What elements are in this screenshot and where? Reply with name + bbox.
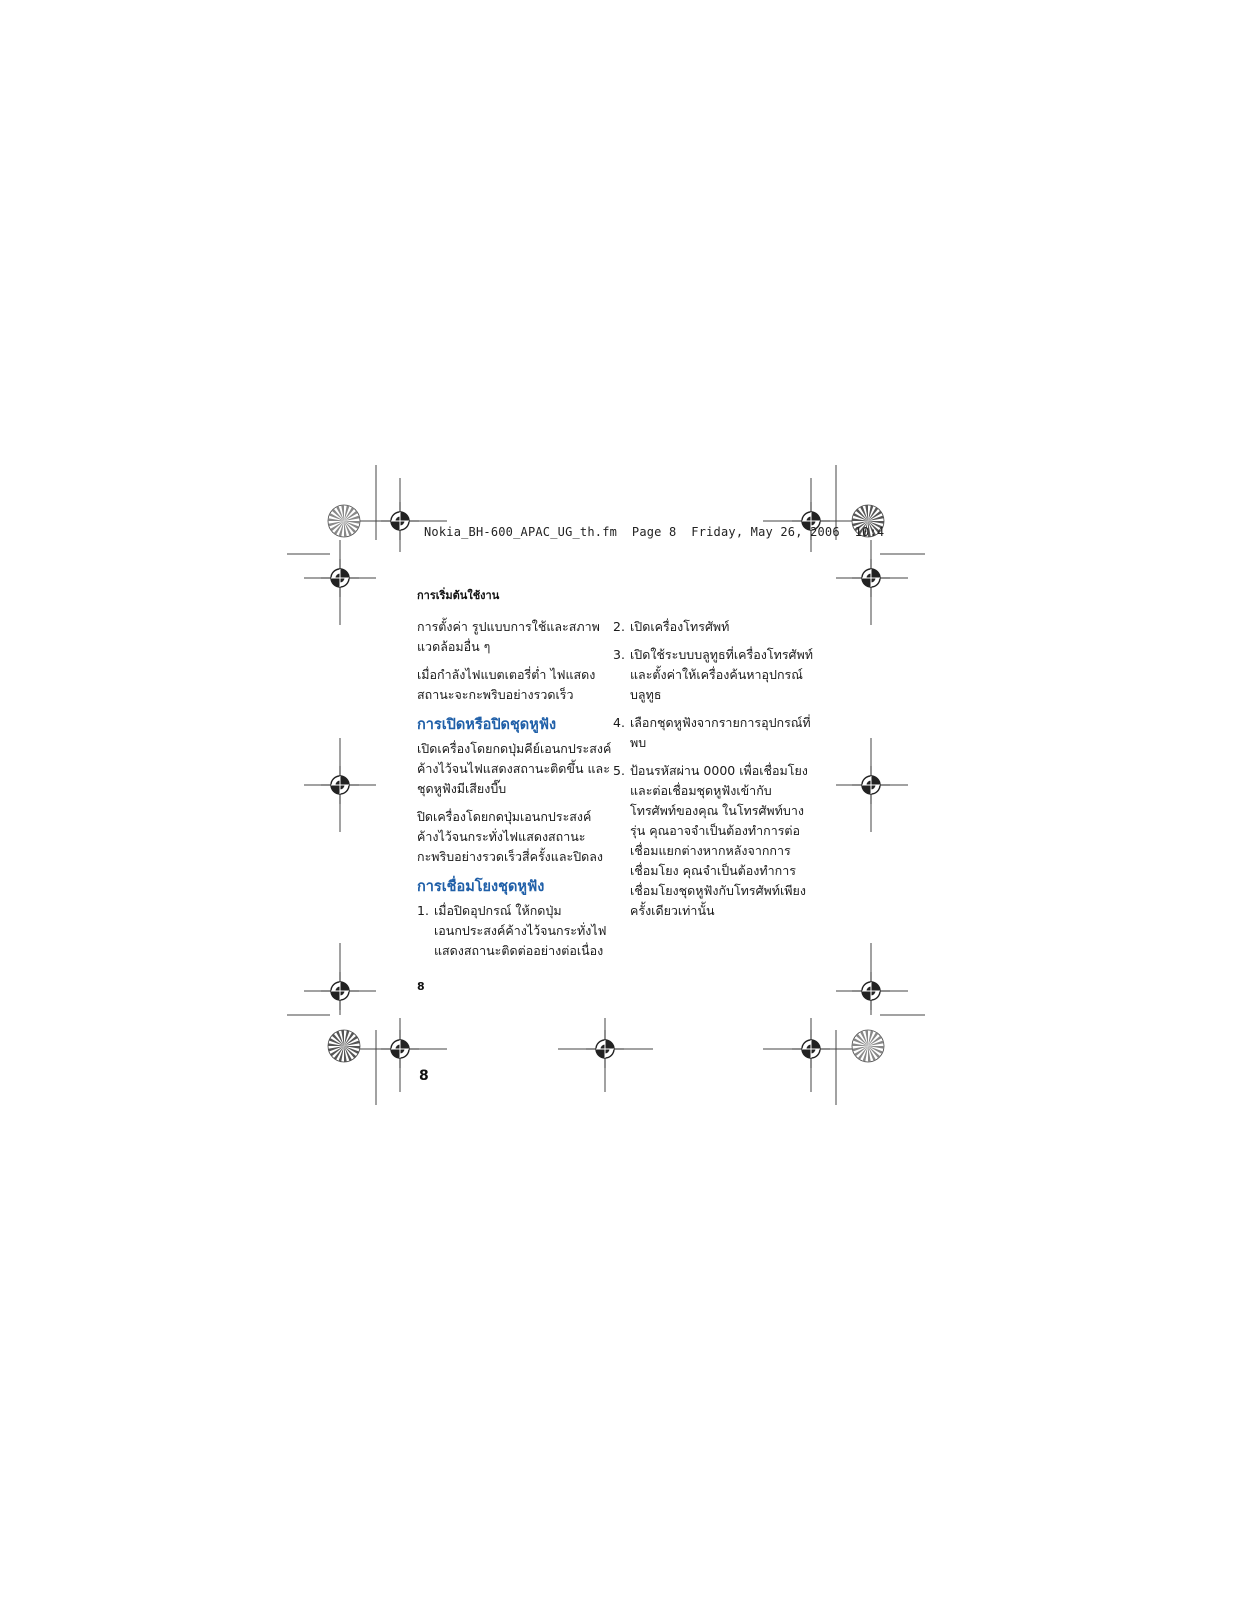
power-off-paragraph: ปิดเครื่องโดยกดปุ่มเอนกประสงค์ค้างไว้จนกระทั่งไฟแสดงสถานะกะพริบอย่างรวดเร็วสี่ครั้งและปิดลง xyxy=(417,809,604,864)
starburst-mark xyxy=(328,505,360,537)
battery-paragraph: เมื่อกำลังไฟแบตเตอรี่ต่ำ ไฟแสดงสถานะจะกะพริบอย่างรวดเร็ว xyxy=(417,667,596,702)
step-number: 3. xyxy=(613,647,625,662)
left-column xyxy=(417,617,612,969)
list-item xyxy=(613,645,813,705)
list-item xyxy=(613,761,813,921)
list-item xyxy=(417,901,612,961)
power-heading: การเปิดหรือปิดชุดหูฟัง xyxy=(417,717,557,733)
pairing-heading: การเชื่อมโยงชุดหูฟัง xyxy=(417,879,545,895)
list-item xyxy=(613,713,813,753)
list-item xyxy=(613,617,813,637)
right-column xyxy=(613,617,813,929)
page-number-outer: 8 xyxy=(419,1068,429,1084)
step-text: เปิดใช้ระบบบลูทูธที่เครื่องโทรศัพท์และตั้งค่าให้เครื่องค้นหาอุปกรณ์บลูทูธ xyxy=(630,647,813,702)
step-number: 1. xyxy=(417,903,429,918)
pairing-steps-right xyxy=(613,617,813,921)
step-text: เลือกชุดหูฟังจากรายการอุปกรณ์ที่พบ xyxy=(630,715,811,750)
starburst-mark xyxy=(852,1030,884,1062)
section-header: การเริ่มต้นใช้งาน xyxy=(417,589,500,602)
step-number: 4. xyxy=(613,715,625,730)
starburst-mark xyxy=(328,1030,360,1062)
step-number: 2. xyxy=(613,619,625,634)
intro-paragraph: การตั้งค่า รูปแบบการใช้และสภาพแวดล้อมอื่น ๆ xyxy=(417,619,600,654)
step-number: 5. xyxy=(613,763,625,778)
step-text: เปิดเครื่องโทรศัพท์ xyxy=(630,619,730,634)
pairing-steps-left xyxy=(417,901,612,961)
file-header-line: Nokia_BH-600_APAC_UG_th.fm Page 8 Friday, May 26, 2006 10:4 xyxy=(424,525,885,539)
step-text: ป้อนรหัสผ่าน 0000 เพื่อเชื่อมโยงและต่อเชื่อมชุดหูฟังเข้ากับโทรศัพท์ของคุณ ในโทรศัพท์บางรุ่น คุณอาจจำเป็นต้องทำการต่อเชื่อมแยกต่างหากหลังจากการเชื่อมโยง คุณจำเป็นต้องทำการเชื่อมโยงชุดหูฟังกับโทรศัพท์เพียงครั้งเดียวเท่านั้น xyxy=(630,763,808,918)
page-number: 8 xyxy=(417,980,425,993)
power-on-paragraph: เปิดเครื่องโดยกดปุ่มคีย์เอนกประสงค์ค้างไว้จนไฟแสดงสถานะติดขึ้น และชุดหูฟังมีเสียงบี๊บ xyxy=(417,741,612,796)
step-text: เมื่อปิดอุปกรณ์ ให้กดปุ่มเอนกประสงค์ค้างไว้จนกระทั่งไฟแสดงสถานะติดต่ออย่างต่อเนื่อง xyxy=(434,903,607,958)
